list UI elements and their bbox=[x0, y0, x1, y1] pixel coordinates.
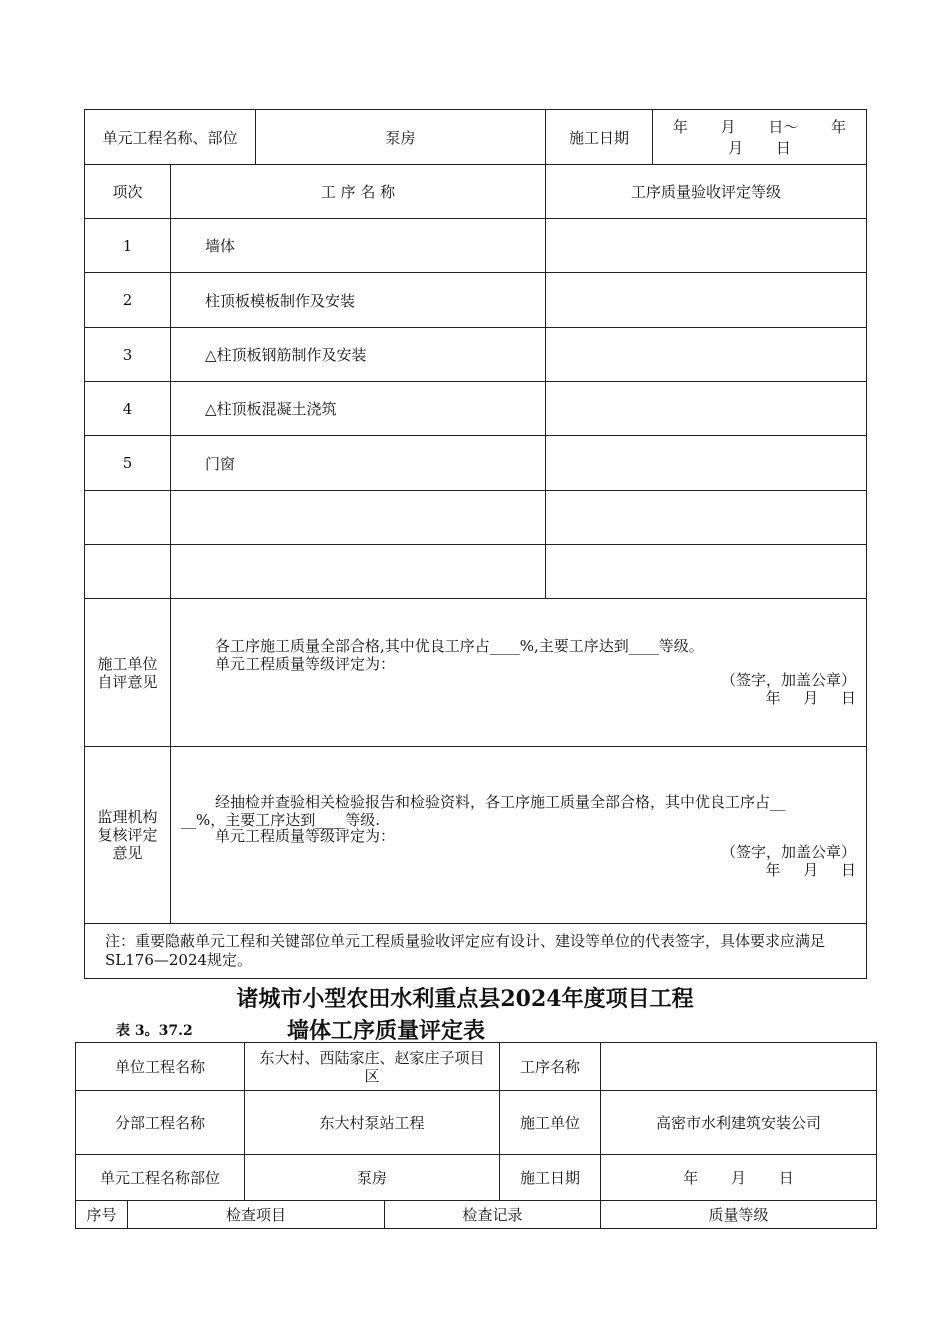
row-process-name bbox=[171, 545, 546, 599]
supervisor-opinion-line2: __%，主要工序达到____等级. bbox=[181, 811, 381, 829]
construction-date-value: 年 月 日～ 年 月 日 bbox=[653, 110, 867, 165]
process-name-value bbox=[601, 1043, 877, 1091]
row-grade bbox=[546, 545, 867, 599]
row-index: 4 bbox=[85, 382, 171, 436]
table-row bbox=[85, 436, 867, 491]
contractor-signature-note: （签字，加盖公章） bbox=[721, 671, 857, 689]
contractor-date: 年 月 日 bbox=[765, 689, 857, 707]
col-no-header: 序号 bbox=[76, 1201, 128, 1229]
supervisor-opinion-label: 监理机构复核评定意见 bbox=[85, 747, 171, 924]
construction-date-label: 施工日期 bbox=[546, 110, 653, 165]
form-date-value: 年 月 日 bbox=[601, 1155, 877, 1201]
table-row bbox=[85, 382, 867, 436]
col-index-header: 项次 bbox=[85, 165, 171, 219]
unit-project-label: 单位工程名称 bbox=[76, 1043, 245, 1091]
note-text: 注：重要隐蔽单元工程和关键部位单元工程质量验收评定应有设计、建设等单位的代表签字，具体要求应满足SL176—2024规定。 bbox=[85, 924, 867, 979]
col-quality-header: 质量等级 bbox=[601, 1201, 877, 1229]
supervisor-opinion bbox=[171, 747, 867, 924]
process-quality-form bbox=[75, 1042, 877, 1229]
col-item-header: 检查项目 bbox=[128, 1201, 385, 1229]
contractor-label: 施工单位 bbox=[500, 1091, 601, 1155]
unit-project-value: 东大村、西陆家庄、赵家庄子项目区 bbox=[245, 1043, 500, 1091]
contractor-opinion-line1: 各工序施工质量全部合格,其中优良工序占____%,主要工序达到____等级。 bbox=[215, 637, 704, 655]
contractor-value: 高密市水利建筑安装公司 bbox=[601, 1091, 877, 1155]
form-title: 墙体工序质量评定表 bbox=[287, 1018, 486, 1044]
col-record-header: 检查记录 bbox=[385, 1201, 601, 1229]
row-grade bbox=[546, 219, 867, 273]
table-row bbox=[85, 273, 867, 328]
supervisor-signature-note: （签字，加盖公章） bbox=[721, 843, 857, 861]
row-index: 2 bbox=[85, 273, 171, 328]
col-process-header: 工 序 名 称 bbox=[171, 165, 546, 219]
unit-name-label: 单元工程名称、部位 bbox=[85, 110, 256, 165]
division-label: 分部工程名称 bbox=[76, 1091, 245, 1155]
unit-name-part-value: 泵房 bbox=[245, 1155, 500, 1201]
row-index: 3 bbox=[85, 328, 171, 382]
form-date-label: 施工日期 bbox=[500, 1155, 601, 1201]
row-process-name: 柱顶板模板制作及安装 bbox=[171, 273, 546, 328]
table-number: 表 3。37.2 bbox=[116, 1023, 193, 1039]
unit-name-part-label: 单元工程名称部位 bbox=[76, 1155, 245, 1201]
unit-evaluation-table bbox=[84, 109, 867, 979]
unit-name-value: 泵房 bbox=[256, 110, 546, 165]
row-process-name: 墙体 bbox=[171, 219, 546, 273]
supervisor-date: 年 月 日 bbox=[765, 861, 857, 879]
row-index: 1 bbox=[85, 219, 171, 273]
table-row bbox=[85, 491, 867, 545]
table-row bbox=[85, 328, 867, 382]
supervisor-opinion-line1: 经抽检并查验相关检验报告和检验资料，各工序施工质量全部合格，其中优良工序占__ bbox=[215, 793, 786, 811]
table-row bbox=[85, 219, 867, 273]
row-grade bbox=[546, 382, 867, 436]
row-process-name: △柱顶板混凝土浇筑 bbox=[171, 382, 546, 436]
table-row bbox=[85, 545, 867, 599]
contractor-opinion-line2: 单元工程质量等级评定为： bbox=[215, 655, 396, 673]
division-value: 东大村泵站工程 bbox=[245, 1091, 500, 1155]
project-title: 诸城市小型农田水利重点县2024年度项目工程 bbox=[236, 986, 694, 1012]
supervisor-opinion-line3: 单元工程质量等级评定为： bbox=[215, 827, 396, 845]
row-process-name: 门窗 bbox=[171, 436, 546, 491]
process-name-label: 工序名称 bbox=[500, 1043, 601, 1091]
row-grade bbox=[546, 273, 867, 328]
row-process-name bbox=[171, 491, 546, 545]
row-index: 5 bbox=[85, 436, 171, 491]
row-grade bbox=[546, 328, 867, 382]
contractor-opinion-label: 施工单位自评意见 bbox=[85, 599, 171, 747]
col-grade-header: 工序质量验收评定等级 bbox=[546, 165, 867, 219]
row-process-name: △柱顶板钢筋制作及安装 bbox=[171, 328, 546, 382]
row-index bbox=[85, 491, 171, 545]
row-index bbox=[85, 545, 171, 599]
row-grade bbox=[546, 436, 867, 491]
contractor-opinion bbox=[171, 599, 867, 747]
row-grade bbox=[546, 491, 867, 545]
